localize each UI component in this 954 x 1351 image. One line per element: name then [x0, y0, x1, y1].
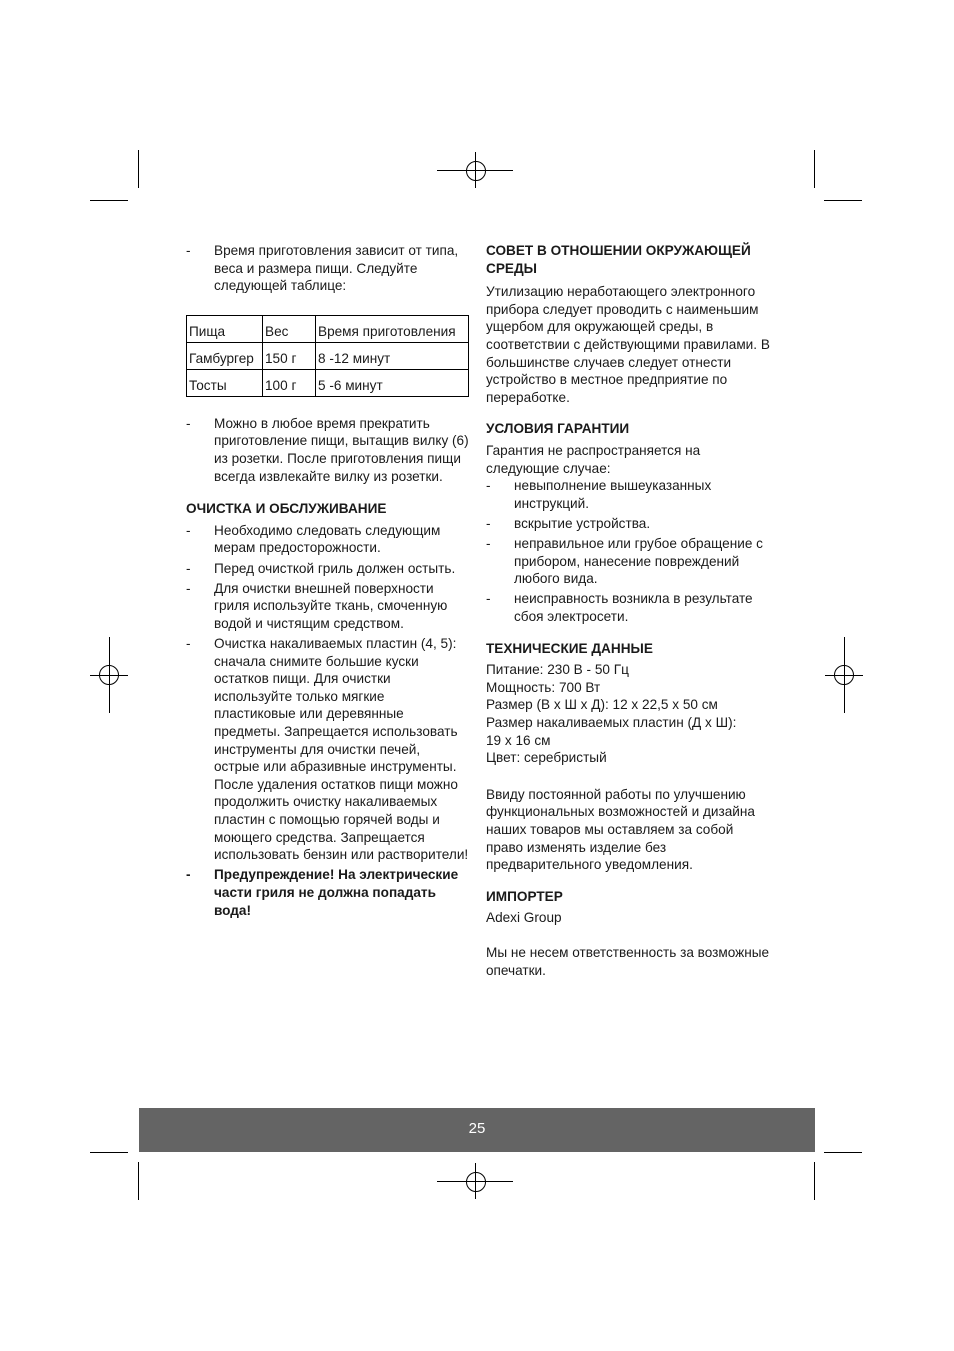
page-number: 25: [468, 1120, 486, 1137]
section-heading-warranty: УСЛОВИЯ ГАРАНТИИ: [486, 421, 630, 437]
cleaning-item-text: Для очистки внешней поверхности гриля используйте ткань, смоченную водой и чистящим средством.: [214, 580, 448, 631]
warranty-item-text: неправильное или грубое обращение с прибором, нанесение повреждений любого вида.: [514, 536, 763, 587]
importer-name: Adexi Group: [486, 910, 562, 926]
bullet-dash: -: [486, 536, 491, 552]
crop-mark-tl-v: [138, 150, 139, 188]
table-header-row: [187, 315, 469, 342]
bullet-dash: -: [186, 867, 191, 883]
list-item: [486, 535, 771, 588]
crop-mark-tr-v: [814, 150, 815, 188]
warranty-item-text: невыполнение вышеуказанных инструкций.: [514, 478, 712, 511]
crop-mark-br-v: [814, 1162, 815, 1200]
list-item: [186, 415, 469, 485]
bullet-dash: -: [486, 515, 491, 531]
spec-color: Цвет: серебристый: [486, 750, 607, 766]
table-cell: Тосты: [187, 369, 263, 396]
notice-text: Ввиду постоянной работы по улучшению функциональных возможностей и дизайна наших товаров мы оставляем за собой право изменять изделие без предварительного уведомления.: [486, 786, 755, 873]
list-item-warning: [186, 866, 469, 919]
crop-mark-tr-h: [824, 200, 862, 201]
list-item: [186, 635, 469, 864]
environment-text: Утилизацию неработающего электронного прибора следует проводить с наименьшим ущербом для окружающей среды, в соответствии с действующими правилами. В большинстве случаев следует отнести устройство в местное предприятие по переработке.: [486, 284, 770, 405]
section-heading-cleaning: ОЧИСТКА И ОБСЛУЖИВАНИЕ: [186, 501, 387, 517]
list-item: [486, 590, 771, 625]
cooking-time-table: [186, 315, 469, 397]
left-column: [186, 242, 469, 922]
footer-bar: [139, 1108, 815, 1152]
warning-text: Предупреждение! На электрические части гриля не должна попадать вода!: [214, 867, 459, 918]
warranty-item-text: неисправность возникла в результате сбоя электросети.: [514, 591, 753, 625]
section-heading-environment: СОВЕТ В ОТНОШЕНИИ ОКРУЖАЮЩЕЙ СРЕДЫ: [486, 243, 751, 276]
bullet-dash: -: [186, 560, 191, 576]
cleaning-item-text: Очистка накаливаемых пластин (4, 5): сначала снимите большие куски остатков пищи. Для очистки используйте только мягкие пластиковые или деревянные предметы. Запрещается использовать инструменты для очистки печей, острые или абразивные инструменты. После удаления остатков пищи можно продолжить очистку накаливаемых пластин с помощью горячей воды и моющего средства. Запрещается использовать бензин или растворители!: [214, 636, 469, 863]
disclaimer-text: Мы не несем ответственность за возможные опечатки.: [486, 944, 770, 978]
bullet-dash: -: [486, 591, 491, 607]
bullet-dash: -: [186, 580, 191, 596]
list-item: [486, 515, 771, 533]
cleaning-item-text: Необходимо следовать следующим мерам предосторожности.: [214, 522, 441, 556]
cleaning-item-text: Перед очисткой гриль должен остыть.: [214, 560, 456, 576]
list-item: [186, 522, 469, 557]
list-item: [186, 242, 469, 295]
bullet-dash: -: [186, 243, 191, 258]
warranty-intro: Гарантия не распространяется на следующие случае:: [486, 442, 701, 476]
table-cell: 150 г: [263, 342, 316, 369]
crop-mark-br-h: [824, 1152, 862, 1153]
section-heading-importer: ИМПОРТЕР: [486, 888, 563, 904]
right-column: [486, 242, 771, 979]
bullet-dash: -: [186, 415, 191, 431]
table-row: [187, 369, 469, 396]
warranty-item-text: вскрытие устройства.: [514, 515, 651, 531]
spec-plate-size-value: 19 х 16 см: [486, 732, 551, 748]
table-header-cell: Пища: [187, 315, 263, 342]
spec-power-supply: Питание: 230 В - 50 Гц: [486, 662, 629, 678]
spec-size: Размер (В х Ш х Д): 12 х 22,5 х 50 см: [486, 697, 718, 713]
table-header-cell: Вес: [263, 315, 316, 342]
list-item: [486, 477, 771, 512]
intro-text: Время приготовления зависит от типа, веса и размера пищи. Следуйте следующей таблице:: [214, 243, 459, 294]
table-cell: 8 -12 минут: [316, 342, 469, 369]
table-cell: 100 г: [263, 369, 316, 396]
table-cell: Гамбургер: [187, 342, 263, 369]
list-item: [186, 580, 469, 633]
bullet-dash: -: [486, 478, 491, 494]
section-heading-specs: ТЕХНИЧЕСКИЕ ДАННЫЕ: [486, 640, 653, 656]
table-row: [187, 342, 469, 369]
table-cell: 5 -6 минут: [316, 369, 469, 396]
list-item: [186, 560, 469, 578]
bullet-dash: -: [186, 636, 191, 652]
table-header-cell: Время приготовления: [316, 315, 469, 342]
bullet-dash: -: [186, 522, 191, 538]
crop-mark-bl-h: [90, 1152, 128, 1153]
unplug-text: Можно в любое время прекратить приготовление пищи, вытащив вилку (6) из розетки. После приготовления пищи всегда извлекайте вилку из розетки.: [214, 415, 469, 484]
spec-power: Мощность: 700 Вт: [486, 679, 601, 695]
spec-plate-size-label: Размер накаливаемых пластин (Д х Ш):: [486, 715, 737, 731]
crop-mark-bl-v: [138, 1162, 139, 1200]
crop-mark-tl-h: [90, 200, 128, 201]
